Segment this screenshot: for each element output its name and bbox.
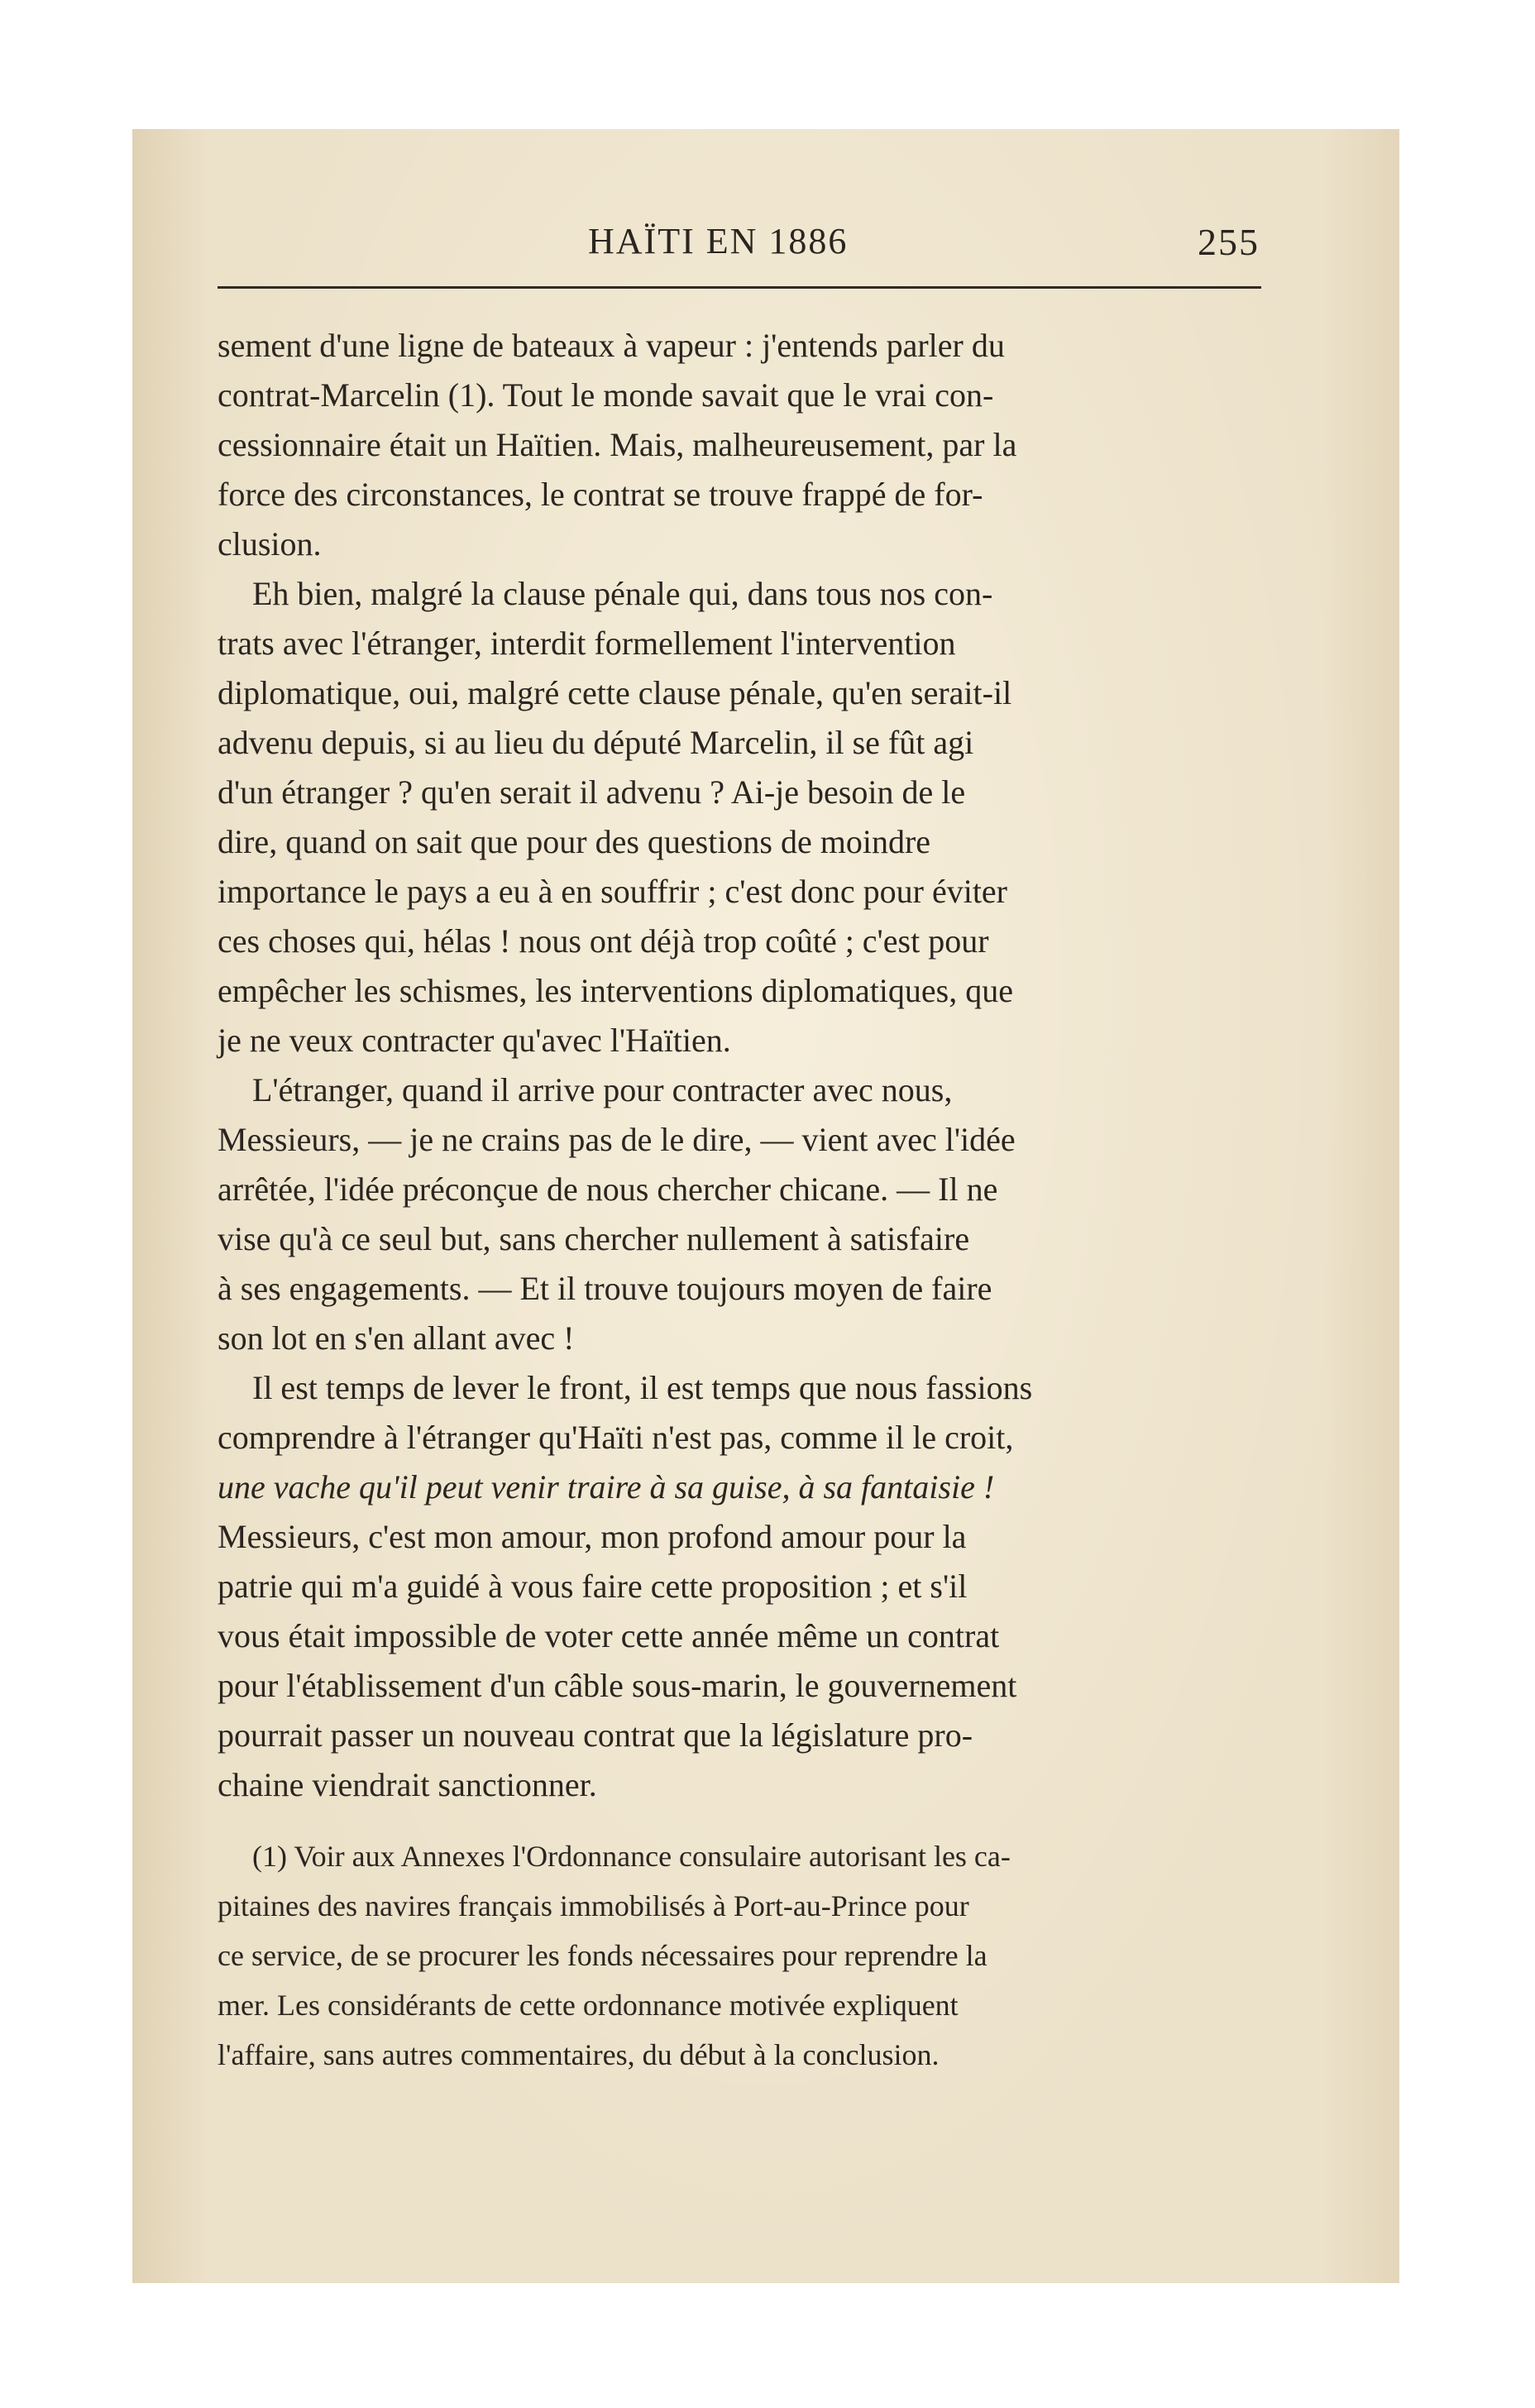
running-title: HAÏTI EN 1886: [588, 221, 849, 261]
header-rule: [218, 286, 1261, 289]
text-line: contrat-Marcelin (1). Tout le monde savait que le vrai con-: [218, 376, 994, 414]
body-text: [218, 321, 1276, 1810]
paragraph-start-line: L'étranger, quand il arrive pour contracter avec nous,: [252, 1071, 953, 1108]
text-line: patrie qui m'a guidé à vous faire cette proposition ; et s'il: [218, 1568, 968, 1605]
footnote: [218, 1832, 1276, 2080]
text-line: ces choses qui, hélas ! nous ont déjà trop coûté ; c'est pour: [218, 922, 989, 960]
text-line: arrêtée, l'idée préconçue de nous chercher chicane. — Il ne: [218, 1170, 998, 1208]
text-line: importance le pays a eu à en souffrir ; c'est donc pour éviter: [218, 873, 1007, 910]
footnote-line: (1) Voir aux Annexes l'Ordonnance consulaire autorisant les ca-: [252, 1840, 1011, 1873]
text-line: pour l'établissement d'un câble sous-marin, le gouvernement: [218, 1667, 1017, 1704]
footnote-line: pitaines des navires français immobilisés à Port-au-Prince pour: [218, 1889, 969, 1922]
text-line: vise qu'à ce seul but, sans chercher nullement à satisfaire: [218, 1220, 970, 1257]
page-header: [218, 220, 1260, 278]
text-line: Messieurs, c'est mon amour, mon profond amour pour la: [218, 1518, 967, 1555]
text-line: cessionnaire était un Haïtien. Mais, malheureusement, par la: [218, 426, 1017, 463]
text-line: force des circonstances, le contrat se trouve frappé de for-: [218, 476, 983, 513]
text-line: advenu depuis, si au lieu du député Marcelin, il se fût agi: [218, 724, 974, 761]
text-line: pourrait passer un nouveau contrat que la législature pro-: [218, 1716, 973, 1754]
text-line: chaine viendrait sanctionner.: [218, 1766, 597, 1803]
paragraph-start-line: Il est temps de lever le front, il est temps que nous fassions: [252, 1369, 1033, 1406]
footnote-line: ce service, de se procurer les fonds nécessaires pour reprendre la: [218, 1939, 987, 1972]
text-line: à ses engagements. — Et il trouve toujours moyen de faire: [218, 1270, 992, 1307]
text-line: clusion.: [218, 525, 322, 563]
footnote-line: l'affaire, sans autres commentaires, du début à la conclusion.: [218, 2038, 940, 2071]
text-line: diplomatique, oui, malgré cette clause pénale, qu'en serait-il: [218, 674, 1012, 711]
italic-text-line: une vache qu'il peut venir traire à sa guise, à sa fantaisie !: [218, 1468, 995, 1506]
text-line: d'un étranger ? qu'en serait il advenu ? Ai-je besoin de le: [218, 773, 966, 811]
text-line: dire, quand on sait que pour des questions de moindre: [218, 823, 931, 860]
text-line: je ne veux contracter qu'avec l'Haïtien.: [218, 1022, 731, 1059]
text-line: comprendre à l'étranger qu'Haïti n'est pas, comme il le croit,: [218, 1419, 1014, 1456]
text-line: vous était impossible de voter cette année même un contrat: [218, 1617, 1000, 1654]
page-number: 255: [1198, 221, 1260, 263]
text-line: sement d'une ligne de bateaux à vapeur : j'entends parler du: [218, 327, 1005, 364]
footnote-line: mer. Les considérants de cette ordonnance motivée expliquent: [218, 1989, 959, 2022]
text-line: trats avec l'étranger, interdit formellement l'intervention: [218, 625, 956, 662]
text-line: empêcher les schismes, les interventions diplomatiques, que: [218, 972, 1013, 1009]
text-line: son lot en s'en allant avec !: [218, 1319, 575, 1357]
text-line: Messieurs, — je ne crains pas de le dire, — vient avec l'idée: [218, 1121, 1016, 1158]
paragraph-start-line: Eh bien, malgré la clause pénale qui, dans tous nos con-: [252, 575, 993, 612]
